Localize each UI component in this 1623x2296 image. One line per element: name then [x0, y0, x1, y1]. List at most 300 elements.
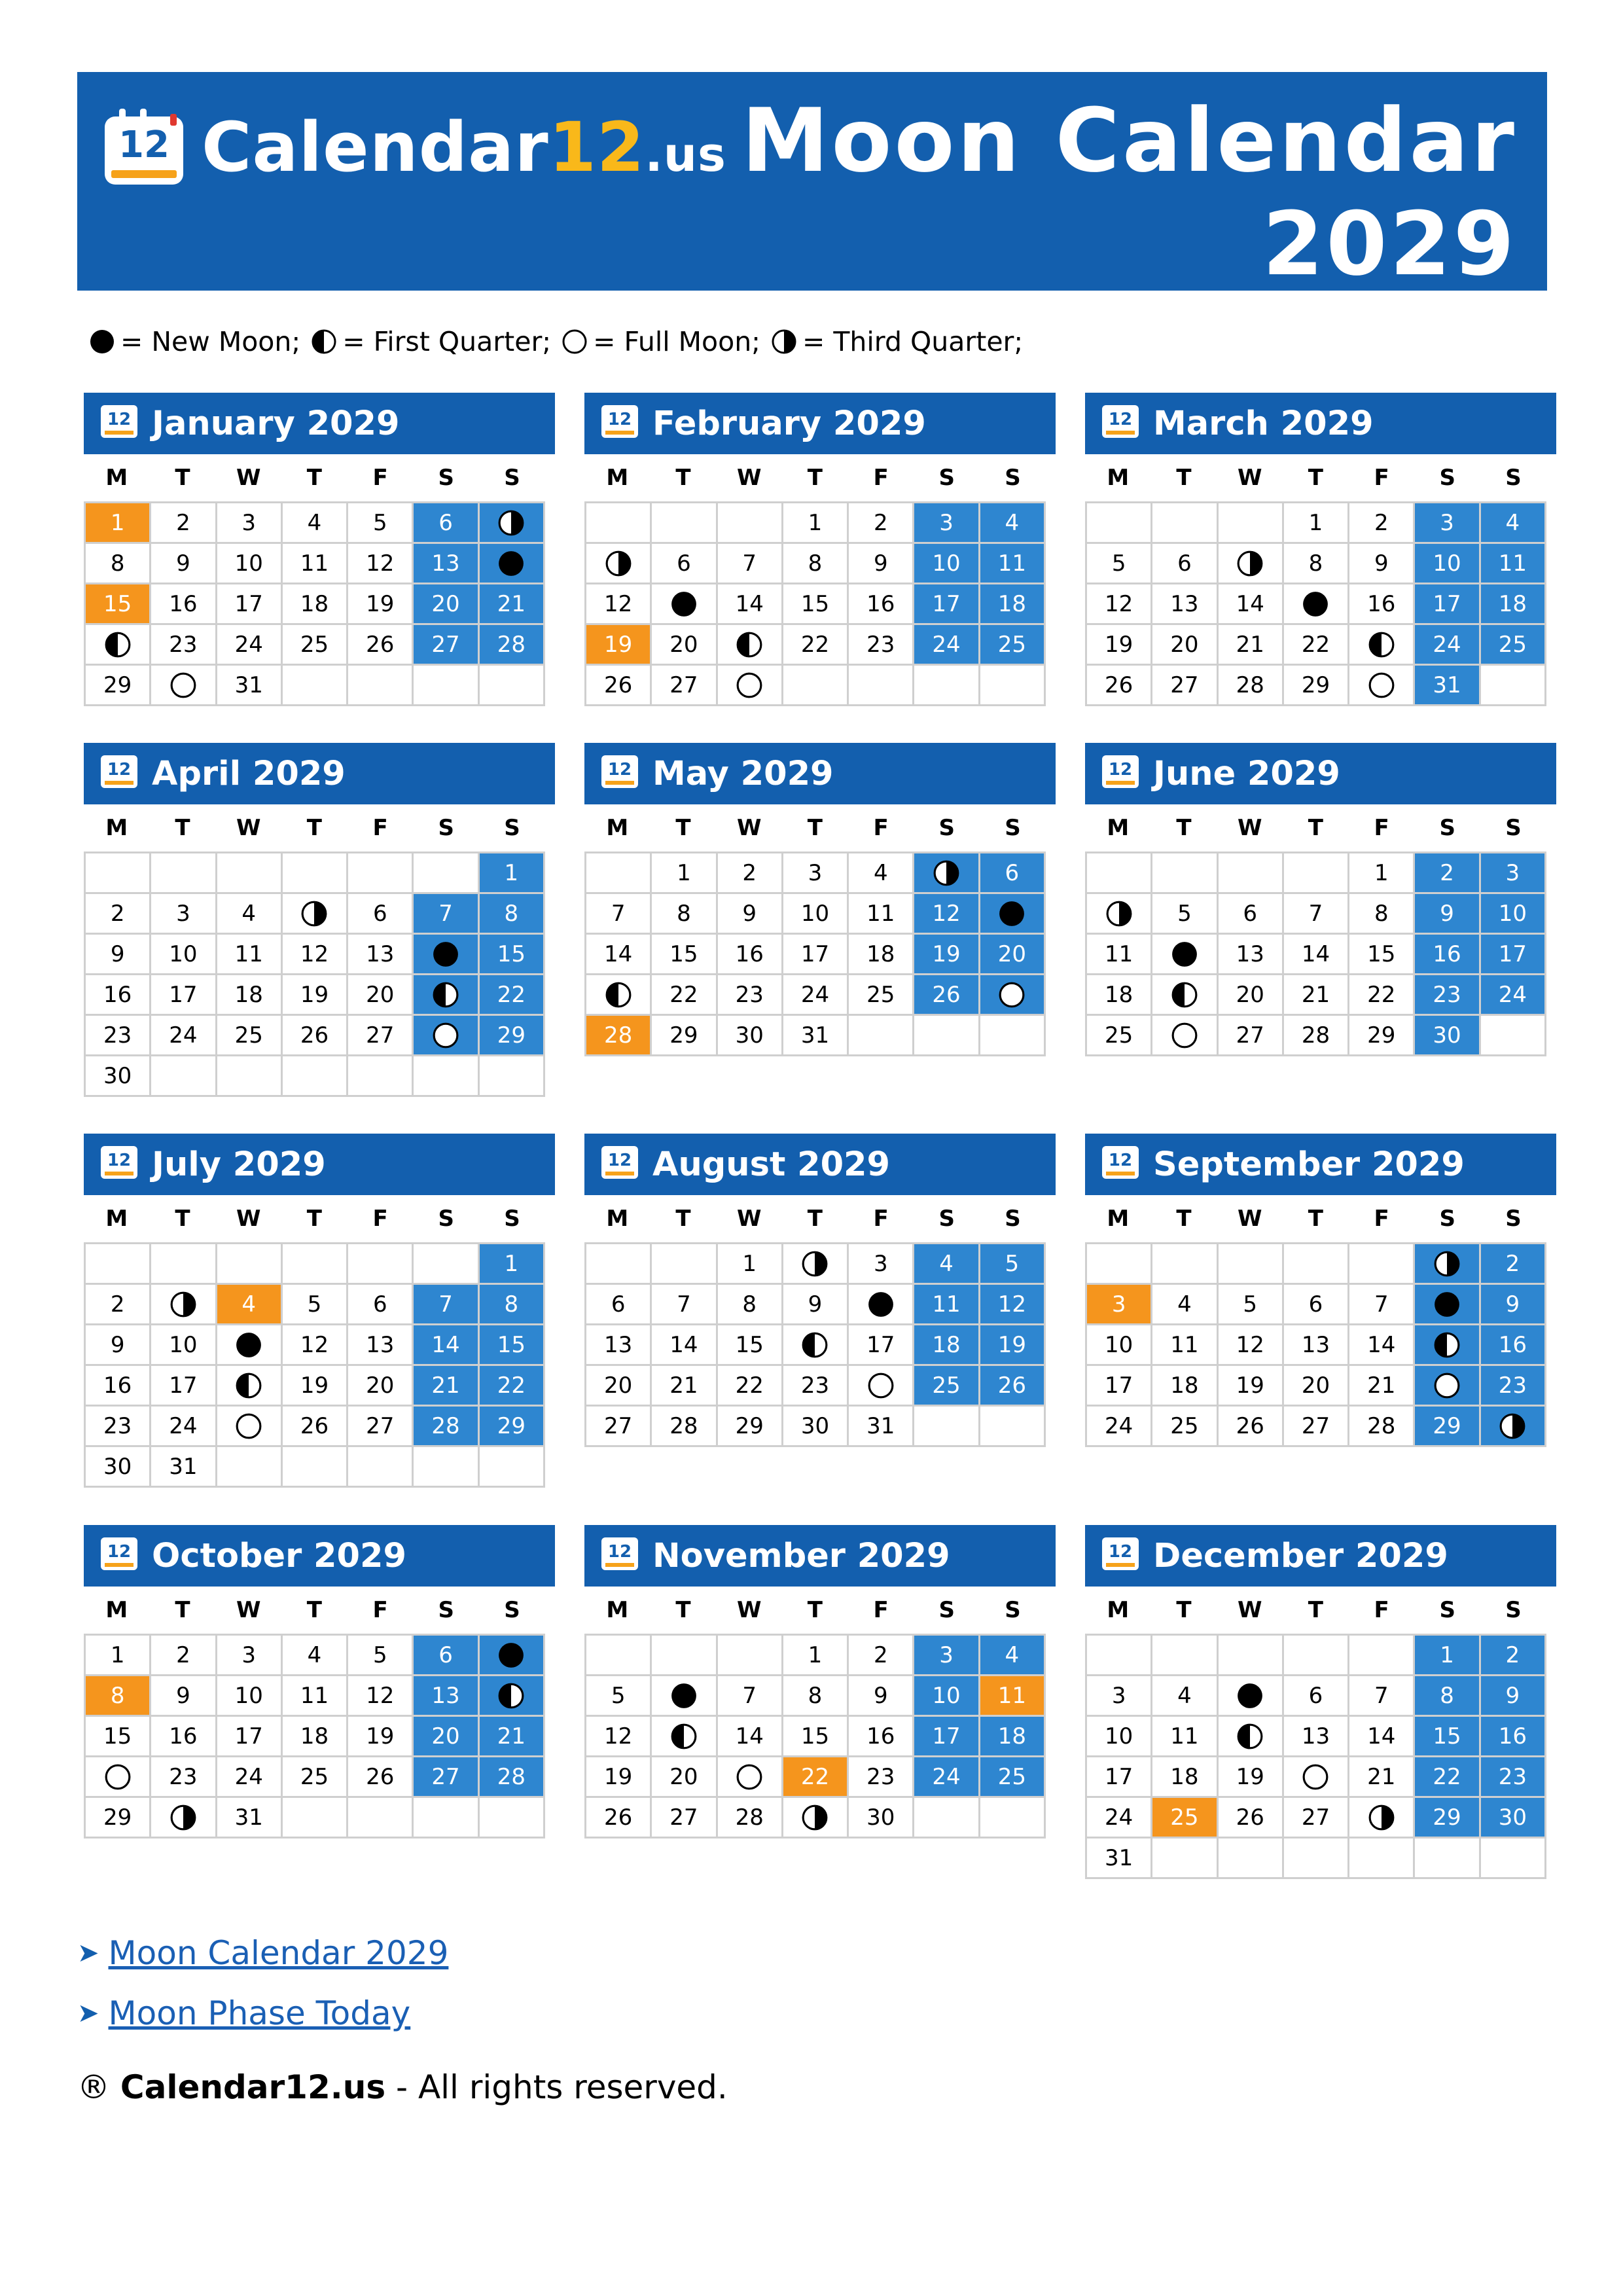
day-cell: 18: [217, 975, 283, 1016]
weekday-label: S: [1505, 1597, 1522, 1623]
day-cell: 13: [348, 1325, 414, 1366]
week-row: [586, 853, 1046, 894]
month-title: November 2029: [652, 1536, 950, 1575]
day-cell: 22: [1284, 625, 1349, 666]
empty-cell: [718, 503, 783, 544]
weekday-label: S: [438, 1597, 455, 1623]
day-cell: 13: [1284, 1717, 1349, 1757]
day-cell: 3: [914, 503, 980, 544]
weekday-label: F: [1374, 815, 1389, 841]
day-cell: 14: [586, 935, 652, 975]
day-cell: 27: [652, 666, 717, 706]
month-calendar: [84, 393, 555, 706]
day-cell: 17: [914, 1717, 980, 1757]
day-cell: 10: [217, 544, 283, 584]
day-cell: 2: [1481, 1636, 1546, 1676]
day-cell: 20: [1284, 1366, 1349, 1407]
weekday-header: [584, 804, 1046, 852]
month-title: December 2029: [1153, 1536, 1448, 1575]
new-moon-icon: [1433, 1291, 1461, 1318]
third-quarter-icon: [801, 1804, 829, 1831]
day-cell: [1415, 1325, 1480, 1366]
empty-cell: [283, 666, 348, 706]
day-cell: 9: [1415, 894, 1480, 935]
day-cell: 12: [586, 1717, 652, 1757]
new-moon-icon: [497, 550, 525, 577]
week-row: [586, 1244, 1046, 1285]
day-cell: 23: [1481, 1366, 1546, 1407]
empty-cell: [1481, 1839, 1546, 1879]
day-cell: 26: [1219, 1407, 1284, 1447]
day-cell: 15: [783, 584, 849, 625]
month-title: August 2029: [652, 1145, 891, 1184]
weekday-label: M: [1107, 465, 1130, 491]
day-cell: 23: [849, 625, 914, 666]
weekday-label: T: [175, 815, 190, 841]
month-title: July 2029: [152, 1145, 326, 1184]
day-cell: 26: [348, 625, 414, 666]
day-cell: 5: [586, 1676, 652, 1717]
day-cell: 30: [783, 1407, 849, 1447]
day-cell: 20: [1219, 975, 1284, 1016]
day-cell: 23: [718, 975, 783, 1016]
month-header: [84, 1525, 555, 1587]
day-cell: 15: [652, 935, 717, 975]
day-cell: 24: [914, 1757, 980, 1798]
weekday-label: S: [938, 815, 955, 841]
empty-cell: [414, 1447, 479, 1488]
third-quarter-icon: [933, 859, 960, 887]
day-cell: 28: [1219, 666, 1284, 706]
day-cell: [652, 584, 717, 625]
legend-full-moon: = Full Moon;: [593, 326, 760, 357]
weekday-label: M: [105, 465, 128, 491]
day-cell: 31: [849, 1407, 914, 1447]
day-cell: 28: [586, 1016, 652, 1056]
day-cell: 30: [1481, 1798, 1546, 1839]
empty-cell: [1349, 1244, 1415, 1285]
week-row: [86, 1757, 545, 1798]
day-cell: 4: [1481, 503, 1546, 544]
week-row: [586, 1757, 1046, 1798]
day-cell: 31: [217, 1798, 283, 1839]
day-cell: 8: [652, 894, 717, 935]
day-cell: 31: [151, 1447, 217, 1488]
weekday-label: S: [438, 815, 455, 841]
day-cell: 17: [1415, 584, 1480, 625]
first-quarter-icon: [736, 631, 763, 658]
day-cell: 29: [1349, 1016, 1415, 1056]
day-cell: 1: [718, 1244, 783, 1285]
third-quarter-icon: [300, 900, 328, 927]
empty-cell: [283, 1056, 348, 1097]
week-row: [1087, 544, 1546, 584]
first-quarter-icon: [1368, 631, 1395, 658]
day-cell: 28: [480, 625, 545, 666]
day-cell: 1: [783, 503, 849, 544]
day-cell: 26: [914, 975, 980, 1016]
calendar-icon: 12: [1102, 1537, 1139, 1570]
day-cell: 3: [914, 1636, 980, 1676]
day-cell: 6: [980, 853, 1046, 894]
day-cell: 5: [1087, 544, 1152, 584]
month-header: [84, 1134, 555, 1195]
day-cell: [1087, 894, 1152, 935]
day-cell: 22: [718, 1366, 783, 1407]
empty-cell: [86, 1244, 151, 1285]
week-row: [86, 1717, 545, 1757]
empty-cell: [849, 666, 914, 706]
day-cell: 22: [480, 1366, 545, 1407]
empty-cell: [1219, 1636, 1284, 1676]
day-cell: 14: [414, 1325, 479, 1366]
day-cell: [586, 544, 652, 584]
week-row: [86, 1056, 545, 1097]
week-row: [86, 666, 545, 706]
day-cell: 30: [86, 1056, 151, 1097]
empty-cell: [586, 503, 652, 544]
day-cell: 2: [1349, 503, 1415, 544]
weekday-label: F: [873, 1206, 889, 1232]
day-cell: 21: [652, 1366, 717, 1407]
day-cell: 3: [217, 503, 283, 544]
day-cell: 19: [586, 625, 652, 666]
weekday-label: M: [606, 1597, 629, 1623]
month-title: June 2029: [1153, 754, 1340, 793]
day-cell: 18: [1087, 975, 1152, 1016]
day-cell: 14: [1219, 584, 1284, 625]
weekday-label: T: [175, 1206, 190, 1232]
week-row: [586, 1676, 1046, 1717]
weekday-label: S: [1439, 465, 1456, 491]
weekday-label: T: [675, 1206, 691, 1232]
empty-cell: [151, 1244, 217, 1285]
empty-cell: [217, 1056, 283, 1097]
week-row: [1087, 1016, 1546, 1056]
week-row: [1087, 1325, 1546, 1366]
month-calendar: [1085, 743, 1556, 1056]
day-cell: 7: [414, 1285, 479, 1325]
day-cell: 5: [348, 1636, 414, 1676]
day-cell: 10: [217, 1676, 283, 1717]
day-cell: 15: [783, 1717, 849, 1757]
day-cell: 12: [283, 1325, 348, 1366]
weekday-label: T: [807, 465, 823, 491]
week-row: [1087, 1676, 1546, 1717]
first-quarter-icon: [104, 631, 132, 658]
day-cell: [1284, 1757, 1349, 1798]
empty-cell: [1284, 1636, 1349, 1676]
day-cell: 19: [1219, 1757, 1284, 1798]
day-cell: 29: [718, 1407, 783, 1447]
day-cell: 19: [1219, 1366, 1284, 1407]
week-row: [86, 584, 545, 625]
week-row: [86, 503, 545, 544]
empty-cell: [652, 503, 717, 544]
day-cell: [586, 975, 652, 1016]
empty-cell: [914, 1016, 980, 1056]
calendar-icon: 12: [1102, 405, 1139, 438]
day-cell: 8: [86, 1676, 151, 1717]
empty-cell: [1284, 853, 1349, 894]
day-cell: [783, 1244, 849, 1285]
day-cell: 11: [1152, 1325, 1218, 1366]
day-cell: 20: [586, 1366, 652, 1407]
day-cell: 2: [151, 503, 217, 544]
day-cell: 1: [86, 503, 151, 544]
weekday-label: T: [306, 1597, 322, 1623]
month-title: September 2029: [1153, 1145, 1465, 1184]
empty-cell: [718, 1636, 783, 1676]
day-cell: 21: [1284, 975, 1349, 1016]
day-cell: 11: [980, 544, 1046, 584]
day-cell: 7: [1349, 1285, 1415, 1325]
empty-cell: [1087, 853, 1152, 894]
day-cell: 28: [1284, 1016, 1349, 1056]
month-calendar: [584, 1525, 1056, 1839]
day-cell: 4: [217, 894, 283, 935]
day-cell: [283, 894, 348, 935]
weekday-label: F: [873, 1597, 889, 1623]
empty-cell: [480, 666, 545, 706]
day-cell: 17: [217, 584, 283, 625]
calendar-icon: 12: [101, 1146, 137, 1179]
third-quarter-icon: [497, 509, 525, 537]
weekday-label: F: [372, 465, 388, 491]
day-cell: 6: [1152, 544, 1218, 584]
day-cell: 23: [151, 625, 217, 666]
week-row: [86, 1407, 545, 1447]
weekday-label: S: [1505, 465, 1522, 491]
third-quarter-icon: [1236, 550, 1264, 577]
week-row: [1087, 975, 1546, 1016]
day-cell: 17: [1087, 1366, 1152, 1407]
day-cell: 17: [914, 584, 980, 625]
day-cell: 17: [849, 1325, 914, 1366]
empty-cell: [414, 1244, 479, 1285]
empty-cell: [1284, 1839, 1349, 1879]
day-cell: [480, 1676, 545, 1717]
day-cell: 9: [86, 935, 151, 975]
day-cell: 26: [980, 1366, 1046, 1407]
day-cell: 26: [1219, 1798, 1284, 1839]
full-moon-icon: [169, 672, 197, 699]
day-cell: [1152, 1016, 1218, 1056]
day-cell: 1: [1284, 503, 1349, 544]
weekday-label: W: [1237, 815, 1262, 841]
day-cell: [1349, 625, 1415, 666]
empty-cell: [414, 666, 479, 706]
weekday-label: T: [1176, 1206, 1192, 1232]
week-row: [86, 1676, 545, 1717]
day-cell: 12: [914, 894, 980, 935]
month-calendar: [84, 1525, 555, 1839]
weekday-header: [1085, 1195, 1546, 1242]
day-cell: 29: [1415, 1407, 1480, 1447]
day-cell: 30: [849, 1798, 914, 1839]
empty-cell: [1349, 1839, 1415, 1879]
moon-calendar-link[interactable]: Moon Calendar 2029: [108, 1934, 449, 1972]
day-cell: 27: [414, 625, 479, 666]
week-row: [586, 544, 1046, 584]
day-cell: 21: [1349, 1366, 1415, 1407]
month-title: May 2029: [652, 754, 834, 793]
day-cell: 16: [86, 975, 151, 1016]
day-cell: 27: [1219, 1016, 1284, 1056]
empty-cell: [1087, 1636, 1152, 1676]
empty-cell: [980, 1407, 1046, 1447]
day-cell: 13: [414, 1676, 479, 1717]
calendar-icon: 12: [601, 405, 638, 438]
weekday-label: S: [938, 1206, 955, 1232]
day-cell: 14: [652, 1325, 717, 1366]
day-cell: 22: [783, 625, 849, 666]
weekday-label: M: [1107, 1597, 1130, 1623]
third-quarter-icon: [801, 1250, 829, 1278]
day-cell: [151, 1798, 217, 1839]
day-cell: 25: [217, 1016, 283, 1056]
day-cell: 28: [718, 1798, 783, 1839]
weekday-label: W: [236, 1206, 261, 1232]
week-row: [586, 1325, 1046, 1366]
month-calendar: [84, 743, 555, 1097]
day-cell: 18: [980, 584, 1046, 625]
week-row: [86, 544, 545, 584]
empty-cell: [151, 1056, 217, 1097]
day-cell: [414, 975, 479, 1016]
day-cell: 25: [1087, 1016, 1152, 1056]
day-cell: 10: [914, 1676, 980, 1717]
day-cell: 4: [980, 1636, 1046, 1676]
weekday-header: [584, 1587, 1046, 1634]
day-cell: 19: [283, 975, 348, 1016]
day-cell: 23: [86, 1016, 151, 1056]
day-cell: 31: [783, 1016, 849, 1056]
week-row: [1087, 503, 1546, 544]
empty-cell: [480, 1056, 545, 1097]
day-cell: 6: [414, 1636, 479, 1676]
day-cell: 17: [151, 1366, 217, 1407]
day-cell: [718, 666, 783, 706]
weekday-header: [1085, 454, 1546, 501]
day-cell: 24: [217, 1757, 283, 1798]
day-cell: 13: [1219, 935, 1284, 975]
day-cell: 15: [480, 935, 545, 975]
day-cell: 13: [348, 935, 414, 975]
weekday-header: [84, 804, 545, 852]
day-cell: [1219, 1676, 1284, 1717]
day-cell: 27: [1284, 1407, 1349, 1447]
day-cell: 20: [348, 1366, 414, 1407]
day-cell: 10: [151, 1325, 217, 1366]
day-cell: 25: [980, 1757, 1046, 1798]
month-header: [1085, 1134, 1556, 1195]
week-row: [1087, 1757, 1546, 1798]
day-cell: 22: [1349, 975, 1415, 1016]
weekday-label: F: [873, 465, 889, 491]
empty-cell: [1152, 1839, 1218, 1879]
day-cell: 4: [283, 1636, 348, 1676]
day-cell: 2: [718, 853, 783, 894]
day-cell: [1349, 666, 1415, 706]
weekday-label: W: [1237, 1206, 1262, 1232]
week-row: [1087, 1285, 1546, 1325]
page-title: Moon Calendar 2029: [741, 90, 1517, 295]
day-cell: [151, 666, 217, 706]
day-cell: 14: [1349, 1325, 1415, 1366]
full-moon-icon: [736, 1763, 763, 1791]
week-row: [1087, 935, 1546, 975]
day-cell: 8: [480, 894, 545, 935]
day-cell: 9: [783, 1285, 849, 1325]
weekday-label: T: [1176, 815, 1192, 841]
day-cell: 16: [151, 584, 217, 625]
weekday-header: [84, 1587, 545, 1634]
day-cell: 17: [783, 935, 849, 975]
day-cell: 17: [151, 975, 217, 1016]
day-cell: [718, 625, 783, 666]
day-cell: 17: [217, 1717, 283, 1757]
day-cell: 20: [652, 625, 717, 666]
first-quarter-icon: [432, 981, 459, 1009]
weekday-label: S: [1005, 1206, 1021, 1232]
weekday-label: T: [306, 1206, 322, 1232]
day-cell: 18: [283, 584, 348, 625]
day-cell: 27: [586, 1407, 652, 1447]
day-cell: 29: [480, 1016, 545, 1056]
day-cell: [849, 1366, 914, 1407]
day-cell: 8: [783, 544, 849, 584]
day-cell: 8: [1284, 544, 1349, 584]
empty-cell: [348, 1447, 414, 1488]
empty-cell: [1087, 1244, 1152, 1285]
day-cell: 13: [1284, 1325, 1349, 1366]
arrow-right-icon: ➤: [77, 1998, 99, 2028]
weekday-header: [584, 454, 1046, 501]
calendar-icon: 12: [101, 405, 137, 438]
site-logo[interactable]: [105, 108, 726, 193]
month-calendar: [584, 1134, 1056, 1447]
weekday-label: M: [1107, 1206, 1130, 1232]
arrow-right-icon: ➤: [77, 1938, 99, 1968]
moon-phase-today-link[interactable]: Moon Phase Today: [108, 1994, 411, 2032]
day-cell: 31: [217, 666, 283, 706]
weekday-label: T: [175, 465, 190, 491]
week-row: [586, 584, 1046, 625]
weekday-label: S: [504, 815, 520, 841]
day-cell: 12: [1219, 1325, 1284, 1366]
day-cell: 1: [1349, 853, 1415, 894]
day-cell: 6: [586, 1285, 652, 1325]
weekday-label: M: [105, 1206, 128, 1232]
day-cell: 5: [980, 1244, 1046, 1285]
day-cell: 16: [86, 1366, 151, 1407]
day-cell: 7: [414, 894, 479, 935]
day-cell: 1: [480, 853, 545, 894]
empty-cell: [1219, 1839, 1284, 1879]
day-cell: [480, 544, 545, 584]
day-cell: 11: [217, 935, 283, 975]
first-quarter-icon: [1171, 981, 1198, 1009]
day-cell: [217, 1325, 283, 1366]
day-cell: 29: [1415, 1798, 1480, 1839]
day-cell: [86, 625, 151, 666]
calendar-icon: 12: [1102, 755, 1139, 788]
full-moon-icon: [1171, 1022, 1198, 1049]
day-cell: 30: [86, 1447, 151, 1488]
day-cell: 19: [283, 1366, 348, 1407]
new-moon-icon: [670, 590, 698, 618]
